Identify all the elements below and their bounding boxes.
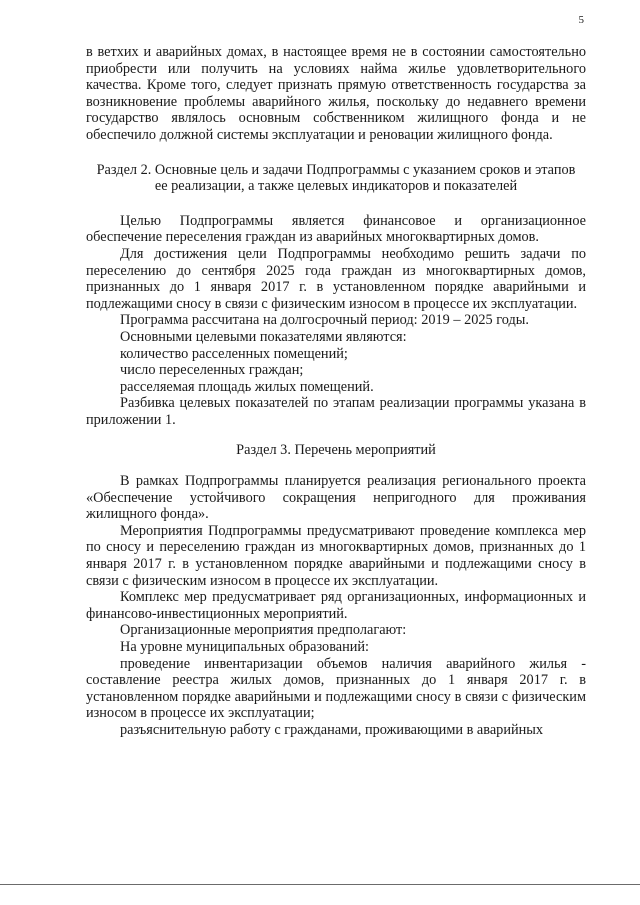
list-item: число переселенных граждан; — [120, 362, 304, 379]
section-2-paragraph: Разбивка целевых показателей по этапам реализации программы указана в приложении 1. — [86, 395, 586, 428]
section-3-paragraph: Комплекс мер предусматривает ряд организационных, информационных и финансово-инвестиционных мероприятий. — [86, 589, 586, 622]
intro-paragraph: в ветхих и аварийных домах, в настоящее время не в состоянии самостоятельно приобрести или получить на условиях найма жилье удовлетворительного качества. Кроме того, следует признать прямую ответственность государства за возникновение проблемы аварийного жилья, поскольку до недавнего времени государство являлось основным собственником жилищного фонда и не обеспечило должной системы эксплуатации и реновации жилищного фонда. — [86, 44, 586, 143]
section-2-heading: Раздел 2. Основные цель и задачи Подпрограммы с указанием сроков и этапов ее реализации, а также целевых индикаторов и показателей — [96, 161, 576, 195]
section-3-paragraph: Организационные мероприятия предполагают: — [120, 622, 407, 639]
section-3-paragraph: На уровне муниципальных образований: — [120, 639, 370, 655]
section-2-paragraph: Для достижения цели Подпрограммы необходимо решить задачи по переселению до сентября 2025 года граждан из многоквартирных домов, признанных до 1 января 2017 г. в установленном порядке аварийными и подлежащими сносу в связи с физическим износом в процессе их эксплуатации. — [86, 245, 586, 312]
list-item: количество расселенных помещений; — [120, 345, 348, 362]
spacer — [86, 144, 586, 162]
document-body — [86, 44, 586, 739]
section-3-paragraph: проведение инвентаризации объемов наличия аварийного жилья - составление реестра жилых домов, признанных до 1 января 2017 г. в установленном порядке аварийными и подлежащими сносу в связи с физическим износом в процессе их эксплуатации; — [86, 655, 586, 722]
page-bottom-border — [0, 884, 640, 885]
section-2-paragraph: Программа рассчитана на долгосрочный период: 2019 – 2025 годы. — [120, 312, 529, 329]
section-2-paragraph: Целью Подпрограммы является финансовое и организационное обеспечение переселения граждан из аварийных многоквартирных домов. — [86, 212, 586, 246]
section-3-heading: Раздел 3. Перечень мероприятий — [236, 442, 436, 459]
section-2-paragraph: Основными целевыми показателями являются: — [120, 328, 407, 345]
spacer — [86, 195, 586, 213]
spacer — [86, 459, 586, 473]
page-number: 5 — [578, 14, 584, 26]
section-3-paragraph: Мероприятия Подпрограммы предусматривают проведение комплекса мер по сносу и переселению граждан из многоквартирных домов, признанных до 1 января 2017 г. в установленном порядке аварийными и подлежащими сносу в связи с физическим износом в процессе их эксплуатации. — [86, 522, 586, 589]
section-3-paragraph: разъяснительную работу с гражданами, проживающими в аварийных — [120, 721, 544, 738]
list-item: расселяемая площадь жилых помещений. — [120, 378, 374, 395]
spacer — [86, 428, 586, 442]
section-3-paragraph: В рамках Подпрограммы планируется реализация регионального проекта «Обеспечение устойчивого сокращения непригодного для проживания жилищного фонда». — [86, 473, 586, 523]
